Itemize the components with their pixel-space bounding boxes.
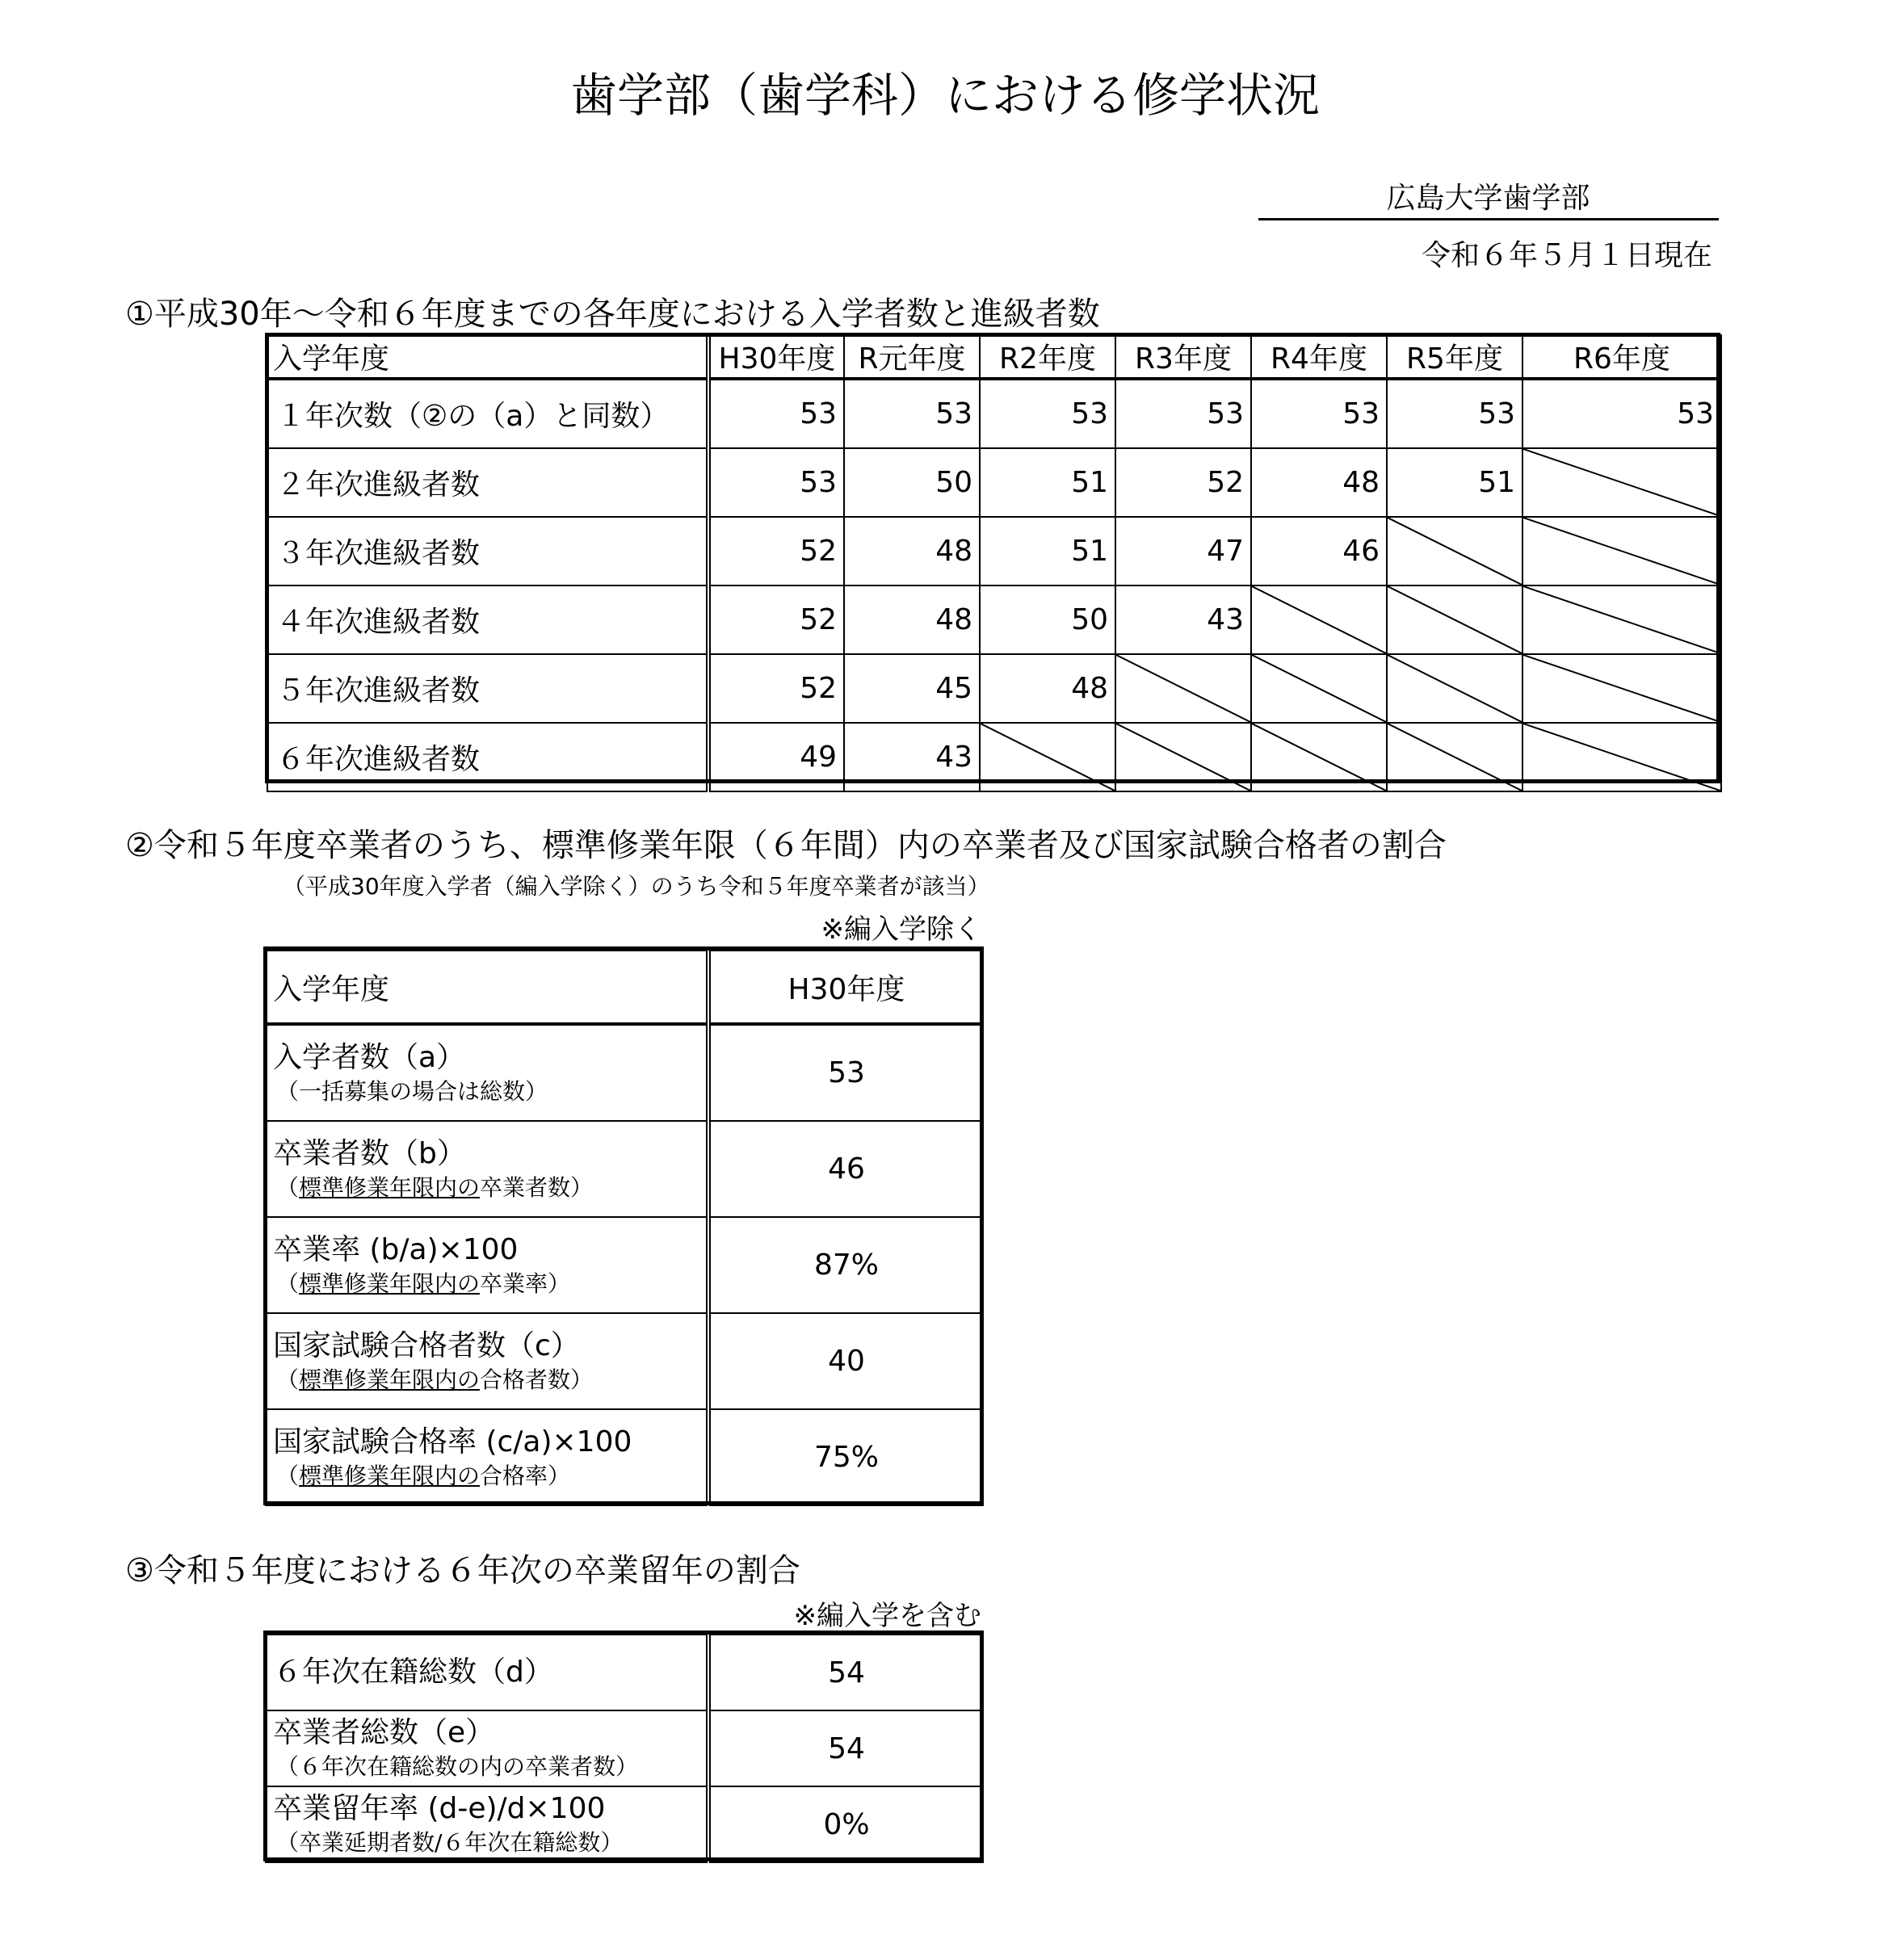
value-cell: 87%	[708, 1217, 983, 1313]
section2-title: ②令和５年度卒業者のうち、標準修業年限（６年間）内の卒業者及び国家試験合格者の割合	[125, 827, 1447, 864]
row-label-cell	[266, 1786, 708, 1862]
row-sublabel	[273, 1365, 706, 1396]
table-row	[266, 1409, 983, 1505]
diagonal-slash	[1388, 586, 1522, 653]
empty-cell	[980, 723, 1115, 791]
empty-cell	[1522, 654, 1721, 723]
table-row	[267, 723, 1721, 791]
count-cell: 52	[708, 585, 844, 654]
count-cell: 53	[1387, 379, 1522, 448]
count-cell: 50	[844, 448, 980, 517]
value-cell: 54	[708, 1710, 983, 1786]
count-cell: 50	[980, 585, 1115, 654]
empty-cell	[1387, 585, 1522, 654]
row-label-cell	[266, 1217, 708, 1313]
count-cell: 51	[980, 448, 1115, 517]
empty-cell	[1387, 517, 1522, 585]
row-label: ３年次進級者数	[267, 517, 708, 585]
count-cell: 43	[844, 723, 980, 791]
header-year: H30年度	[708, 951, 983, 1024]
diagonal-slash	[1388, 518, 1522, 585]
count-cell: 46	[1251, 517, 1387, 585]
sublabel-prefix: （	[276, 1366, 300, 1393]
row-label: 入学者数（a）	[273, 1040, 466, 1074]
header-label: 入学年度	[267, 335, 708, 379]
diagonal-slash	[981, 724, 1115, 791]
count-cell: 53	[1251, 379, 1387, 448]
table-row	[266, 1121, 983, 1217]
diagonal-slash	[1523, 655, 1720, 722]
value-cell: 40	[708, 1313, 983, 1409]
row-label-cell	[266, 1409, 708, 1505]
row-label: ４年次進級者数	[267, 585, 708, 654]
row-label: ５年次進級者数	[267, 654, 708, 723]
count-cell: 48	[844, 517, 980, 585]
row-label-cell	[266, 1024, 708, 1121]
table-row	[266, 1710, 983, 1786]
table-row	[266, 1217, 983, 1313]
count-cell: 43	[1115, 585, 1251, 654]
value-cell: 0%	[708, 1786, 983, 1862]
table-row	[266, 1786, 983, 1862]
row-label-cell	[266, 1313, 708, 1409]
diagonal-slash	[1252, 655, 1386, 722]
value-cell: 75%	[708, 1409, 983, 1505]
table-row	[266, 1024, 983, 1121]
repeat-rate-table	[265, 1634, 984, 1863]
count-cell: 51	[980, 517, 1115, 585]
diagonal-slash	[1116, 724, 1250, 791]
count-cell: 48	[980, 654, 1115, 723]
year-header: R5年度	[1387, 335, 1522, 379]
count-cell: 52	[708, 654, 844, 723]
diagonal-slash	[1388, 724, 1522, 791]
sublabel-underlined: 標準修業年限内の	[299, 1462, 481, 1489]
row-sublabel	[273, 1269, 706, 1299]
row-label-cell	[266, 1121, 708, 1217]
count-cell: 53	[708, 448, 844, 517]
sublabel-underlined: 標準修業年限内の	[299, 1270, 481, 1297]
sublabel-prefix: （一括募集の場合は総数）	[276, 1077, 548, 1105]
count-cell: 49	[708, 723, 844, 791]
sublabel-suffix: 合格者数）	[480, 1366, 594, 1393]
row-label: ６年次進級者数	[267, 723, 708, 791]
empty-cell	[1251, 654, 1387, 723]
row-label: 卒業者数（b）	[273, 1136, 466, 1170]
empty-cell	[1387, 654, 1522, 723]
count-cell: 53	[1522, 379, 1721, 448]
row-sublabel	[273, 1077, 706, 1107]
row-label: 国家試験合格者数（c）	[273, 1328, 580, 1362]
section3-inclusion-note: ※編入学を含む	[793, 1600, 981, 1632]
graduation-rate-table	[265, 950, 984, 1506]
diagonal-slash	[1523, 449, 1720, 516]
count-cell: 52	[708, 517, 844, 585]
count-cell: 53	[708, 379, 844, 448]
year-header: H30年度	[708, 335, 844, 379]
sublabel-underlined: 標準修業年限内の	[299, 1173, 481, 1201]
empty-cell	[1522, 585, 1721, 654]
empty-cell	[1387, 723, 1522, 791]
row-label: １年次数（②の（a）と同数）	[267, 379, 708, 448]
section3-title: ③令和５年度における６年次の卒業留年の割合	[125, 1552, 800, 1589]
table-row	[267, 379, 1721, 448]
row-label-cell	[266, 1710, 708, 1786]
row-label: 国家試験合格率 (c/a)×100	[273, 1425, 632, 1458]
empty-cell	[1251, 585, 1387, 654]
row-sublabel	[273, 1461, 706, 1492]
row-sublabel	[273, 1173, 706, 1203]
year-header: R3年度	[1115, 335, 1251, 379]
row-label-cell	[266, 1635, 708, 1710]
empty-cell	[1115, 723, 1251, 791]
year-header: R2年度	[980, 335, 1115, 379]
count-cell: 53	[844, 379, 980, 448]
row-label: 卒業留年率 (d-e)/d×100	[273, 1792, 606, 1825]
count-cell: 52	[1115, 448, 1251, 517]
value-cell: 53	[708, 1024, 983, 1121]
table-row	[267, 585, 1721, 654]
table-row	[266, 1313, 983, 1409]
row-sublabel: （６年次在籍総数の内の卒業者数）	[276, 1753, 639, 1780]
diagonal-slash	[1116, 655, 1250, 722]
empty-cell	[1251, 723, 1387, 791]
count-cell: 45	[844, 654, 980, 723]
organization-underline	[1258, 218, 1719, 220]
row-label: ６年次在籍総数（d）	[273, 1656, 553, 1689]
table1-header-row	[267, 335, 1721, 379]
count-cell: 48	[1251, 448, 1387, 517]
empty-cell	[1115, 654, 1251, 723]
year-header: R4年度	[1251, 335, 1387, 379]
enrollment-progression-table	[267, 334, 1722, 792]
sublabel-prefix: （	[276, 1173, 300, 1201]
value-cell: 46	[708, 1121, 983, 1217]
section2-note: （平成30年度入学者（編入学除く）のうち令和５年度卒業者が該当）	[283, 873, 990, 900]
diagonal-slash	[1523, 724, 1720, 791]
row-label: 卒業率 (b/a)×100	[273, 1232, 519, 1266]
table-row	[267, 448, 1721, 517]
diagonal-slash	[1388, 655, 1522, 722]
diagonal-slash	[1523, 586, 1720, 653]
sublabel-prefix: （	[276, 1270, 300, 1297]
count-cell: 53	[980, 379, 1115, 448]
count-cell: 47	[1115, 517, 1251, 585]
section1-title: ①平成30年～令和６年度までの各年度における入学者数と進級者数	[125, 296, 1100, 333]
sublabel-suffix: 卒業者数）	[480, 1173, 594, 1201]
value-cell: 54	[708, 1635, 983, 1710]
diagonal-slash	[1252, 586, 1386, 653]
count-cell: 51	[1387, 448, 1522, 517]
page-title: 歯学部（歯学科）における修学状況	[569, 68, 1320, 123]
count-cell: 48	[844, 585, 980, 654]
section2-exclusion-note: ※編入学除く	[821, 913, 981, 946]
diagonal-slash	[1523, 518, 1720, 585]
sublabel-suffix: 合格率）	[480, 1462, 571, 1489]
sublabel-prefix: （	[276, 1462, 300, 1489]
sublabel-suffix: 卒業率）	[480, 1270, 571, 1297]
table2-header-row	[266, 951, 983, 1024]
row-sublabel: （卒業延期者数/６年次在籍総数）	[276, 1829, 624, 1856]
year-header: R元年度	[844, 335, 980, 379]
as-of-date: 令和６年５月１日現在	[1421, 239, 1712, 272]
table-row	[267, 517, 1721, 585]
row-label: 卒業者総数（e）	[273, 1716, 495, 1749]
table-row	[267, 654, 1721, 723]
year-header: R6年度	[1522, 335, 1721, 379]
empty-cell	[1522, 723, 1721, 791]
sublabel-underlined: 標準修業年限内の	[299, 1366, 481, 1393]
diagonal-slash	[1252, 724, 1386, 791]
row-label: ２年次進級者数	[267, 448, 708, 517]
empty-cell	[1522, 517, 1721, 585]
empty-cell	[1522, 448, 1721, 517]
table-row	[266, 1635, 983, 1710]
organization-name: 広島大学歯学部	[1386, 182, 1590, 215]
count-cell: 53	[1115, 379, 1251, 448]
header-label: 入学年度	[266, 951, 708, 1024]
